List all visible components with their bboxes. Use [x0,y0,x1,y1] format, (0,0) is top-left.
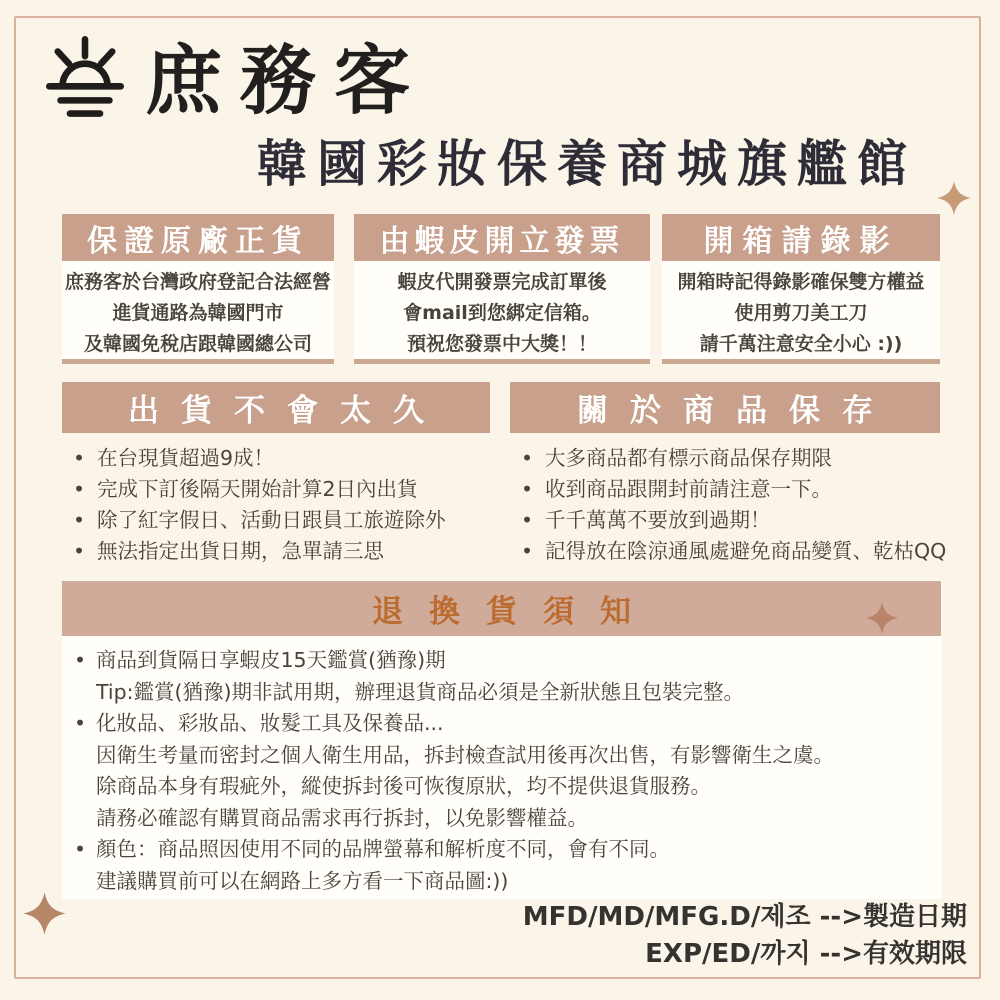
info-box-header: 由蝦皮開立發票 [354,214,650,261]
list-item: • 顏色：商品照因使用不同的品牌螢幕和解析度不同，會有不同。 [70,834,942,866]
info-box-unboxing [662,214,940,364]
list-subitem: 請務必確認有購買商品需求再行拆封，以免影響權益。 [96,805,588,830]
info-box-line: 請千萬注意安全小心 :)) [699,333,903,355]
list-item: • 記得放在陰涼通風處避免商品變質、乾枯QQ [518,536,948,567]
list-subitem: Tip:鑑賞(猶豫)期非試用期，辦理退貨商品必須是全新狀態且包裝完整。 [96,679,745,704]
shipping-bullet-list [70,443,502,567]
info-box-invoice [354,214,650,364]
section-header-storage: 關於商品保存 [510,382,940,433]
four-point-star-icon [22,891,67,936]
section-header-shipping: 出貨不會太久 [62,382,490,433]
store-logo-text: 庶務客 [146,36,428,125]
info-box-line: 及韓國免稅店跟韓國總公司 [83,333,312,355]
list-subitem: 因衛生考量而密封之個人衛生用品，拆封檢查試用後再次出售，有影響衛生之虞。 [96,742,834,767]
list-item: • 在台現貨超過9成！ [70,443,502,474]
info-box-authenticity [62,214,334,364]
sunrise-icon [38,25,132,125]
info-box-line: 預祝您發票中大獎！！ [406,333,597,355]
info-box-line: 使用剪刀美工刀 [734,302,868,324]
legend-line-mfd: MFD/MD/MFG.D/제조 -->製造日期 [522,902,967,932]
info-box-header: 保證原廠正貨 [62,214,334,261]
list-subitem: 除商品本身有瑕疵外，縱使拆封後可恢復原狀，均不提供退貨服務。 [96,774,711,798]
store-logo [38,20,428,129]
list-item: • 化妝品、彩妝品、妝髮工具及保養品... [70,708,942,740]
four-point-star-icon [936,180,972,216]
info-box-line: 會mail到您綁定信箱。 [403,302,601,324]
info-box-line: 庶務客於台灣政府登記合法經營 [64,271,331,293]
info-box-line: 開箱時記得錄影確保雙方權益 [677,271,925,293]
legend-line-exp: EXP/ED/까지 -->有效期限 [645,939,967,969]
page-title: 韓國彩妝保養商城旗艦館 [257,135,917,193]
list-item: • 無法指定出貨日期，急單請三思 [70,536,502,567]
section-header-returns: 退換貨須知 [62,581,941,636]
date-code-legend [523,899,967,973]
list-item: • 完成下訂後隔天開始計算2日內出貨 [70,474,502,505]
list-item: • 除了紅字假日、活動日跟員工旅遊除外 [70,505,502,536]
list-item: • 千千萬萬不要放到過期！ [518,505,948,536]
returns-text-list [70,645,942,897]
info-box-line: 蝦皮代開發票完成訂單後 [397,271,607,293]
four-point-star-icon [865,601,899,635]
list-item: • 商品到貨隔日享蝦皮15天鑑賞(猶豫)期 [70,645,942,677]
info-box-header: 開箱請錄影 [662,214,940,261]
info-box-line: 進貨通路為韓國門市 [112,302,284,324]
info-box-body [354,261,650,364]
info-box-body [62,261,334,364]
list-subitem: 建議購買前可以在網路上多方看一下商品圖:)) [96,868,509,893]
list-item: • 收到商品跟開封前請注意一下。 [518,474,948,505]
storage-bullet-list [518,443,948,567]
list-item: • 大多商品都有標示商品保存期限 [518,443,948,474]
info-box-body [662,261,940,364]
